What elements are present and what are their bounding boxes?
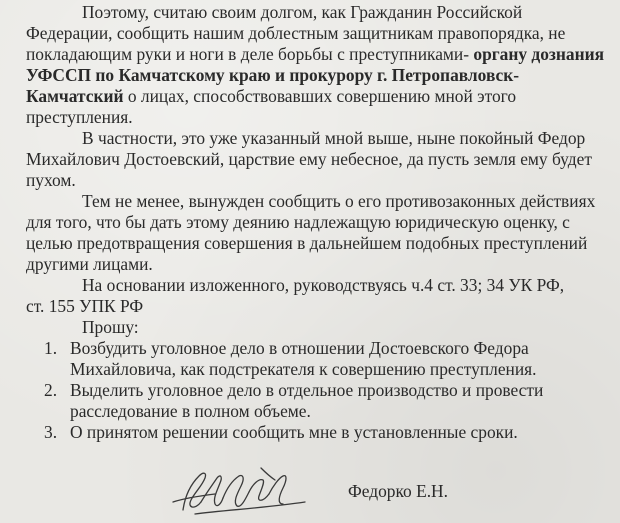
handwritten-signature bbox=[165, 458, 325, 518]
paragraph-3-line-3: целью предотвращения совершения в дальнейшем подобных преступлений bbox=[26, 233, 588, 253]
request-heading: Прошу: bbox=[82, 317, 139, 337]
paragraph-2-line-3: пухом. bbox=[26, 170, 76, 190]
paragraph-1-line-5 bbox=[26, 86, 516, 107]
authority-name-part-3: Камчатский bbox=[26, 86, 124, 106]
paragraph-2-line-2: Михайлович Достоевский, царствие ему небесное, да пусть земля ему будет bbox=[26, 149, 592, 169]
paragraph-1-line-2: Федерации, сообщить нашим доблестным защитникам правопорядка, не bbox=[26, 23, 566, 43]
signer-name: Федорко Е.Н. bbox=[348, 481, 448, 501]
paragraph-2-line-1: В частности, это уже указанный мной выше, ныне покойный Федор bbox=[82, 128, 586, 148]
paragraph-1-line-5-text: о лицах, способствовавших совершению мной этого bbox=[123, 86, 517, 106]
paragraph-3-line-2: для того, что бы дать этому деянию надлежащую юридическую оценку, с bbox=[26, 212, 570, 232]
paragraph-3-line-1: Тем не менее, вынужден сообщить о его противозаконных действиях bbox=[82, 191, 596, 211]
paragraph-4-line-2: ст. 155 УПК РФ bbox=[26, 296, 144, 316]
list-item-2-line-2: расследование в полном объеме. bbox=[70, 401, 311, 421]
list-item-1-line-1: Возбудить уголовное дело в отношении Достоевского Федора bbox=[70, 338, 529, 358]
paragraph-1-line-3-text: покладающим руки и ноги в деле борьбы с преступниками- bbox=[26, 44, 474, 64]
authority-name-part-1: органу дознания bbox=[473, 44, 605, 64]
list-item-2-number: 2. bbox=[44, 380, 58, 400]
list-item-1-line-2: Михайловича, как подстрекателя к совершению преступления. bbox=[70, 359, 537, 379]
list-item-2-line-1: Выделить уголовное дело в отдельное производство и провести bbox=[70, 380, 544, 400]
list-item-3-number: 3. bbox=[44, 422, 58, 442]
paragraph-3-line-4: другими лицами. bbox=[26, 254, 153, 274]
paragraph-1-line-1: Поэтому, считаю своим долгом, как Гражданин Российской bbox=[82, 2, 523, 22]
list-item-1-number: 1. bbox=[44, 338, 58, 358]
list-item-3-line-1: О принятом решении сообщить мне в установленные сроки. bbox=[70, 422, 518, 442]
paragraph-4-line-1: На основании изложенного, руководствуясь ч.4 ст. 33; 34 УК РФ, bbox=[82, 275, 565, 295]
authority-name-part-2: УФССП по Камчатскому краю и прокурору г. Петропавловск- bbox=[26, 65, 520, 85]
paragraph-1-line-3 bbox=[26, 44, 604, 65]
paragraph-1-line-6: преступления. bbox=[26, 107, 133, 127]
